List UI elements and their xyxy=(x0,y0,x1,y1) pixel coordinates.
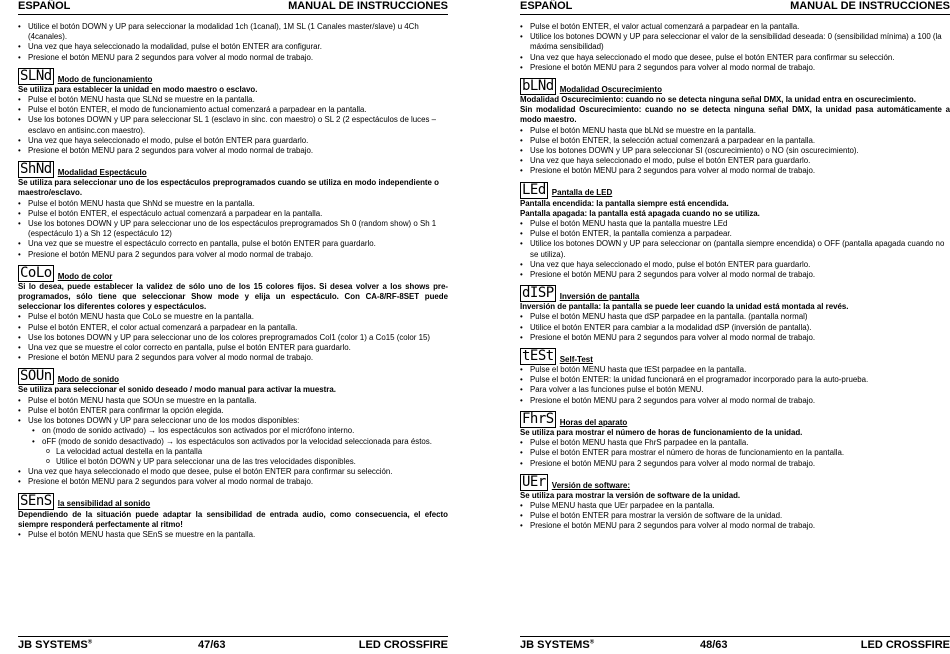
lcd-icon: ShNd xyxy=(20,161,52,178)
section-sens xyxy=(18,493,448,541)
list-item: • Presione el botón MENU para 2 segundos para volver al modo normal de trabajo. xyxy=(520,166,950,176)
section-title: Modo de color xyxy=(57,271,113,281)
section-blnd xyxy=(520,78,950,177)
footer-model: LED CROSSFIRE xyxy=(860,639,950,651)
header-language: ESPAÑOL xyxy=(520,0,573,12)
section-desc: Se utiliza para seleccionar uno de los espectáculos preprogramados cuando se utiliza en modo independiente o maestro/esclavo. xyxy=(18,178,439,198)
lcd-icon: FhrS xyxy=(522,410,554,427)
section-title: Modo de funcionamiento xyxy=(57,74,153,84)
section-test xyxy=(520,348,950,406)
lcd-icon: CoLo xyxy=(20,264,52,281)
section-fhrs xyxy=(520,411,950,469)
header-title: MANUAL DE INSTRUCCIONES xyxy=(288,0,448,12)
list-item: • Utilice los botones DOWN y UP para seleccionar el valor de la sensibilidad deseada: 0 (sensibilidad mínima) a 100 (la máxima sensibilidad) xyxy=(520,32,950,52)
section-uer xyxy=(520,474,950,532)
section-desc: Inversión de pantalla: la pantalla se puede leer cuando la unidad está montada al revés. xyxy=(520,302,849,312)
lcd-icon: dISP xyxy=(522,285,554,302)
list-item: • on (modo de sonido activado) → los espectáculos son activados por el micrófono interno. xyxy=(18,426,448,436)
list-item: • Presione el botón MENU para 2 segundos para volver al modo normal de trabajo. xyxy=(18,53,448,63)
section-title: Pantalla de LED xyxy=(551,188,613,198)
section-title: Versión de software: xyxy=(551,480,631,490)
list-item: • Pulse el botón MENU hasta que SLNd se muestre en la pantalla. xyxy=(18,95,448,105)
right-page xyxy=(520,0,950,654)
header-title: MANUAL DE INSTRUCCIONES xyxy=(790,0,950,12)
list-item: • Presione el botón MENU para 2 segundos para volver al modo normal de trabajo. xyxy=(520,63,950,73)
section-desc: Pantalla apagada: la pantalla está apagada cuando no se utiliza. xyxy=(520,208,760,218)
lcd-icon: UEr xyxy=(522,473,546,490)
list-item: • Pulse el botón ENTER, la pantalla comienza a parpadear. xyxy=(520,229,950,239)
page-number: 47/63 xyxy=(198,639,226,651)
section-desc: Dependiendo de la situación puede adaptar la sensibilidad de entrada audio, como consecuencia, el efecto siempre responderá perfectamente al ritmo! xyxy=(18,509,448,529)
lcd-icon: tESt xyxy=(522,348,554,365)
list-item: • Presione el botón MENU para 2 segundos para volver al modo normal de trabajo. xyxy=(18,250,448,260)
list-item: • Use los botones DOWN y UP para seleccionar SI (oscurecimiento) o NO (sin oscurecimiento). xyxy=(520,146,950,156)
page-header xyxy=(520,0,950,15)
list-item: • Presione el botón MENU para 2 segundos para volver al modo normal de trabajo. xyxy=(520,396,950,406)
list-item: • Use los botones DOWN y UP para seleccionar uno de los modos disponibles: xyxy=(18,416,448,426)
header-language: ESPAÑOL xyxy=(18,0,71,12)
list-item: • Pulse el botón MENU hasta que CoLo se muestre en la pantalla. xyxy=(18,312,448,322)
list-item: • Una vez que haya seleccionado el modo, pulse el botón ENTER para guardarlo. xyxy=(520,156,950,166)
section-desc: Se utiliza para seleccionar el sonido deseado / modo manual para activar la muestra. xyxy=(18,385,336,395)
list-item: • Una vez que haya seleccionado el modo, pulse el botón ENTER para guardarlo. xyxy=(520,260,950,270)
section-colo xyxy=(18,265,448,364)
intro-list xyxy=(18,22,448,63)
list-item: • Una vez que haya seleccionado la modalidad, pulse el botón ENTER ara configurar. xyxy=(18,42,448,52)
section-desc: Se utiliza para mostrar el número de horas de funcionamiento de la unidad. xyxy=(520,427,803,437)
section-led xyxy=(520,182,950,281)
list-item: • Una vez que se muestre el espectáculo correcto en pantalla, pulse el botón ENTER para guardarlo. xyxy=(18,239,448,249)
section-desc: Pantalla encendida: la pantalla siempre está encendida. xyxy=(520,198,729,208)
list-item: • Pulse el botón MENU hasta que SOUn se muestre en la pantalla. xyxy=(18,396,448,406)
section-title: Self-Test xyxy=(559,354,593,364)
list-item: • Pulse MENU hasta que UEr parpadee en la pantalla. xyxy=(520,501,950,511)
list-item: • Pulse el botón ENTER para mostrar la versión de software de la unidad. xyxy=(520,511,950,521)
lcd-icon: SOUn xyxy=(20,368,52,385)
list-item: o La velocidad actual destella en la pantalla xyxy=(18,447,448,457)
section-title: Modalidad Oscurecimiento xyxy=(559,84,662,94)
list-item: • Pulse el botón MENU hasta que FhrS parpadee en la pantalla. xyxy=(520,438,950,448)
list-item: • oFF (modo de sonido desactivado) → los espectáculos son activados por la velocidad seleccionada para éstos. xyxy=(18,437,448,447)
page-footer xyxy=(18,636,448,653)
list-item: • Presione el botón MENU para 2 segundos para volver al modo normal de trabajo. xyxy=(520,270,950,280)
list-item: • Presione el botón MENU para 2 segundos para volver al modo normal de trabajo. xyxy=(520,521,950,531)
list-item: • Pulse el botón MENU hasta que SEnS se muestre en la pantalla. xyxy=(18,530,448,540)
list-item: • Use los botones DOWN y UP para seleccionar uno de los colores preprogramados Col1 (color 1) a Co15 (color 15) xyxy=(18,333,448,343)
list-item: • Una vez que se muestre el color correcto en pantalla, pulse el botón ENTER para guardarlo. xyxy=(18,343,448,353)
list-item: • Pulse el botón ENTER, el color actual comenzará a parpadear en la pantalla. xyxy=(18,323,448,333)
list-item: • Pulse el botón ENTER, el espectáculo actual comenzará a parpadear en la pantalla. xyxy=(18,209,448,219)
section-desc: Se utiliza para mostrar la versión de software de la unidad. xyxy=(520,490,741,500)
lcd-icon: SEnS xyxy=(20,492,52,509)
lcd-icon: LEd xyxy=(522,181,546,198)
list-item: • Use los botones DOWN y UP para seleccionar SL 1 (esclavo in sinc. con maestro) o SL 2 (2 espectáculos de luces – esclavo en antisinc.con maestro). xyxy=(18,115,448,135)
list-item: • Pulse el botón ENTER, el valor actual comenzará a parpadear en la pantalla. xyxy=(520,22,950,32)
section-desc: Modalidad Oscurecimiento: cuando no se detecta ninguna señal DMX, la unidad entra en oscurecimiento. xyxy=(520,95,916,105)
list-item: • Una vez que haya seleccionado el modo que desee, pulse el botón ENTER para confirmar su selección. xyxy=(520,53,950,63)
list-item: o Utilice el botón DOWN y UP para seleccionar una de las tres velocidades disponibles. xyxy=(18,457,448,467)
section-title: Modo de sonido xyxy=(57,375,120,385)
footer-brand: JB SYSTEMS xyxy=(520,639,590,651)
section-desc: Se utiliza para establecer la unidad en modo maestro o esclavo. xyxy=(18,84,258,94)
list-item: • Utilice los botones DOWN y UP para seleccionar on (pantalla siempre encendida) o OFF (pantalla apagada cuando no se utiliza). xyxy=(520,239,950,259)
list-item: • Para volver a las funciones pulse el botón MENU. xyxy=(520,385,950,395)
list-item: • Presione el botón MENU para 2 segundos para volver al modo normal de trabajo. xyxy=(520,333,950,343)
section-slnd xyxy=(18,68,448,156)
list-item: • Pulse el botón MENU hasta que la pantalla muestre LEd xyxy=(520,219,950,229)
lcd-icon: bLNd xyxy=(522,78,554,95)
footer-model: LED CROSSFIRE xyxy=(358,639,448,651)
list-item: • Pulse el botón MENU hasta que dSP parpadee en la pantalla. (pantalla normal) xyxy=(520,312,950,322)
section-title: Modalidad Espectáculo xyxy=(57,168,147,178)
list-item: • Pulse el botón ENTER para confirmar la opción elegida. xyxy=(18,406,448,416)
section-desc: Sin modalidad Oscurecimiento: cuando no se detecta ninguna señal DMX, la unidad pasa automáticamente a modo maestro. xyxy=(520,105,950,125)
footer-brand: JB SYSTEMS xyxy=(18,639,88,651)
list-item: • Presione el botón MENU para 2 segundos para volver al modo normal de trabajo. xyxy=(18,477,448,487)
page-header xyxy=(18,0,448,15)
section-title: Horas del aparato xyxy=(559,417,628,427)
section-disp xyxy=(520,285,950,343)
list-item: • Pulse el botón MENU hasta que ShNd se muestre en la pantalla. xyxy=(18,199,448,209)
left-page xyxy=(18,0,448,654)
registered-mark: ® xyxy=(589,639,595,646)
page-body xyxy=(18,22,448,540)
section-title: Inversión de pantalla xyxy=(559,292,640,302)
list-item: • Una vez que haya seleccionado el modo, pulse el botón ENTER para guardarlo. xyxy=(18,136,448,146)
list-item: • Utilice el botón ENTER para cambiar a la modalidad dSP (inversión de pantalla). xyxy=(520,323,950,333)
registered-mark: ® xyxy=(87,639,93,646)
page-footer xyxy=(520,636,950,653)
list-item: • Pulse el botón ENTER, el modo de funcionamiento actual comenzará a parpadear en la pantalla. xyxy=(18,105,448,115)
list-item: • Una vez que haya seleccionado el modo que desee, pulse el botón ENTER para confirmar su selección. xyxy=(18,467,448,477)
section-desc: Si lo desea, puede establecer la validez de sólo uno de los 15 colores fijos. Si desea volver a los shows pre-programados, sólo tiene que seleccionar Show mode y elija un espectáculo. Con CA-8/RF-8SET puede seleccionar los diferentes colores y espectáculos. xyxy=(18,281,448,312)
page-body xyxy=(520,22,950,532)
section-soun xyxy=(18,368,448,487)
section-title: la sensibilidad al sonido xyxy=(57,499,151,509)
list-item: • Pulse el botón ENTER: la unidad funcionará en el programador incorporado para la auto-prueba. xyxy=(520,375,950,385)
list-item: • Presione el botón MENU para 2 segundos para volver al modo normal de trabajo. xyxy=(18,353,448,363)
list-item: • Presione el botón MENU para 2 segundos para volver al modo normal de trabajo. xyxy=(520,459,950,469)
list-item: • Presione el botón MENU para 2 segundos para volver al modo normal de trabajo. xyxy=(18,146,448,156)
list-item: • Pulse el botón ENTER, la selección actual comenzará a parpadear en la pantalla. xyxy=(520,136,950,146)
list-item: • Use los botones DOWN y UP para seleccionar uno de los espectáculos preprogramados Sh 0 (random show) o Sh 1 (espectáculo 1) a Sh 12 (espectáculo 12) xyxy=(18,219,448,239)
page-number: 48/63 xyxy=(700,639,728,651)
list-item: • Pulse el botón MENU hasta que tESt parpadee en la pantalla. xyxy=(520,365,950,375)
list-item: • Pulse el botón ENTER para mostrar el número de horas de funcionamiento en la pantalla. xyxy=(520,448,950,458)
section-shnd xyxy=(18,161,448,260)
list-item: • Utilice el botón DOWN y UP para seleccionar la modalidad 1ch (1canal), 1M SL (1 Canales master/slave) u 4Ch (4canales). xyxy=(18,22,448,42)
lcd-icon: SLNd xyxy=(20,67,52,84)
list-item: • Pulse el botón MENU hasta que bLNd se muestre en la pantalla. xyxy=(520,126,950,136)
